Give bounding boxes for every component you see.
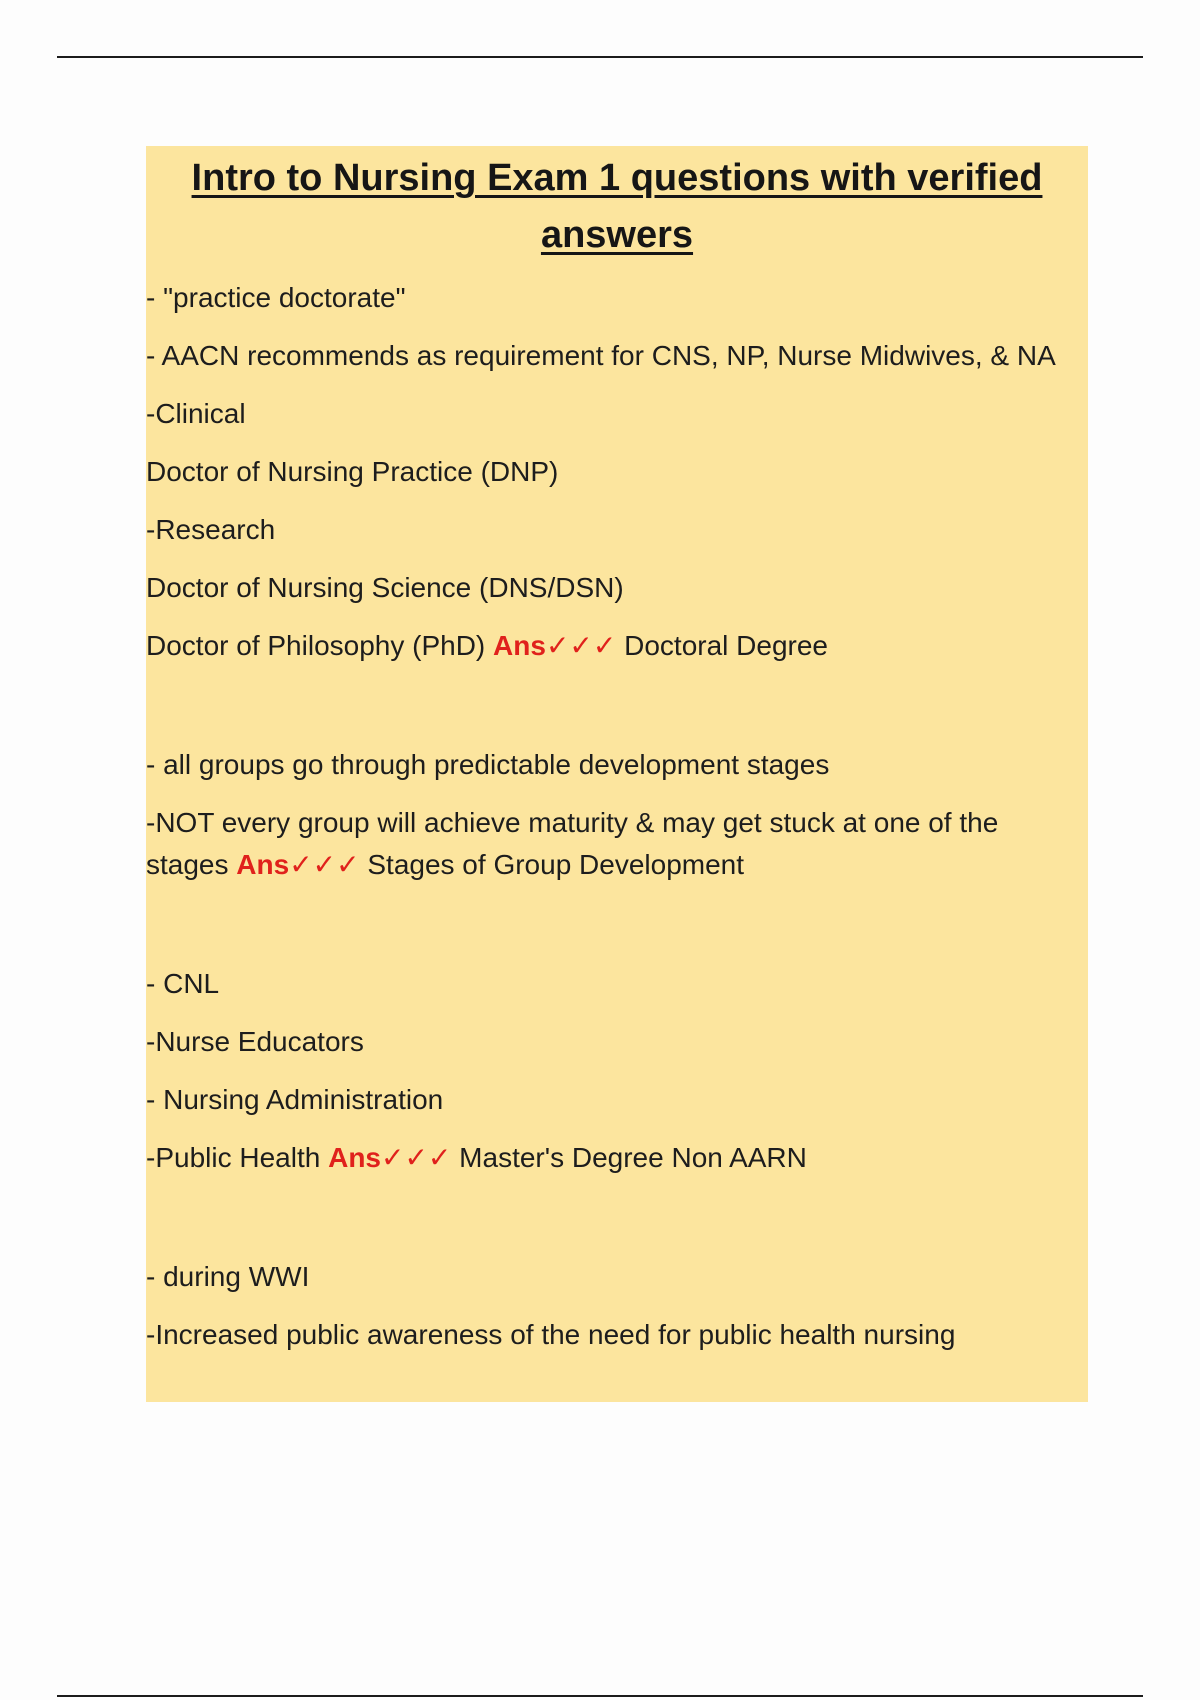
block-spacer — [146, 1195, 1088, 1256]
answer-text: Stages of Group Development — [367, 849, 745, 880]
question-line: - CNL — [146, 968, 220, 999]
question-line: Doctor of Nursing Practice (DNP) — [146, 456, 559, 487]
question-line: - AACN recommends as requirement for CNS, NP, Nurse Midwives, & NA — [146, 340, 1056, 371]
question-text: -Public Health — [146, 1142, 321, 1173]
question-line: -Nurse Educators — [146, 1026, 364, 1057]
answer-label: Ans — [493, 630, 546, 661]
answer-label: Ans — [328, 1142, 381, 1173]
question-line: - "practice doctorate" — [146, 282, 406, 313]
qa-list — [146, 277, 1088, 1356]
question-line: - all groups go through predictable development stages — [146, 749, 830, 780]
question-line: - Nursing Administration — [146, 1084, 444, 1115]
answer-text: Doctoral Degree — [624, 630, 828, 661]
block-spacer — [146, 902, 1088, 963]
document-content — [146, 146, 1088, 1402]
answer-line — [146, 1137, 1088, 1179]
checkmark-icon: ✓✓✓ — [381, 1142, 452, 1173]
question-line: -Increased public awareness of the need for public health nursing — [146, 1319, 956, 1350]
header-rule — [57, 56, 1143, 58]
answer-line — [146, 802, 1088, 886]
question-line: - during WWI — [146, 1261, 310, 1292]
question-line: -Clinical — [146, 398, 246, 429]
checkmark-icon: ✓✓✓ — [545, 630, 617, 661]
question-text: Doctor of Philosophy (PhD) — [146, 630, 486, 661]
answer-line — [146, 625, 1088, 667]
answer-label: Ans — [236, 849, 290, 880]
document-title: Intro to Nursing Exam 1 questions with verified answers — [191, 157, 1043, 256]
question-text: -NOT every group will achieve maturity & may get stuck at one of the stages — [146, 807, 999, 880]
block-spacer — [146, 683, 1088, 744]
question-line: -Research — [146, 514, 276, 545]
footer-rule — [57, 1695, 1143, 1697]
answer-text: Master's Degree Non AARN — [459, 1142, 807, 1173]
checkmark-icon: ✓✓✓ — [289, 849, 360, 880]
question-line: Doctor of Nursing Science (DNS/DSN) — [146, 572, 624, 603]
